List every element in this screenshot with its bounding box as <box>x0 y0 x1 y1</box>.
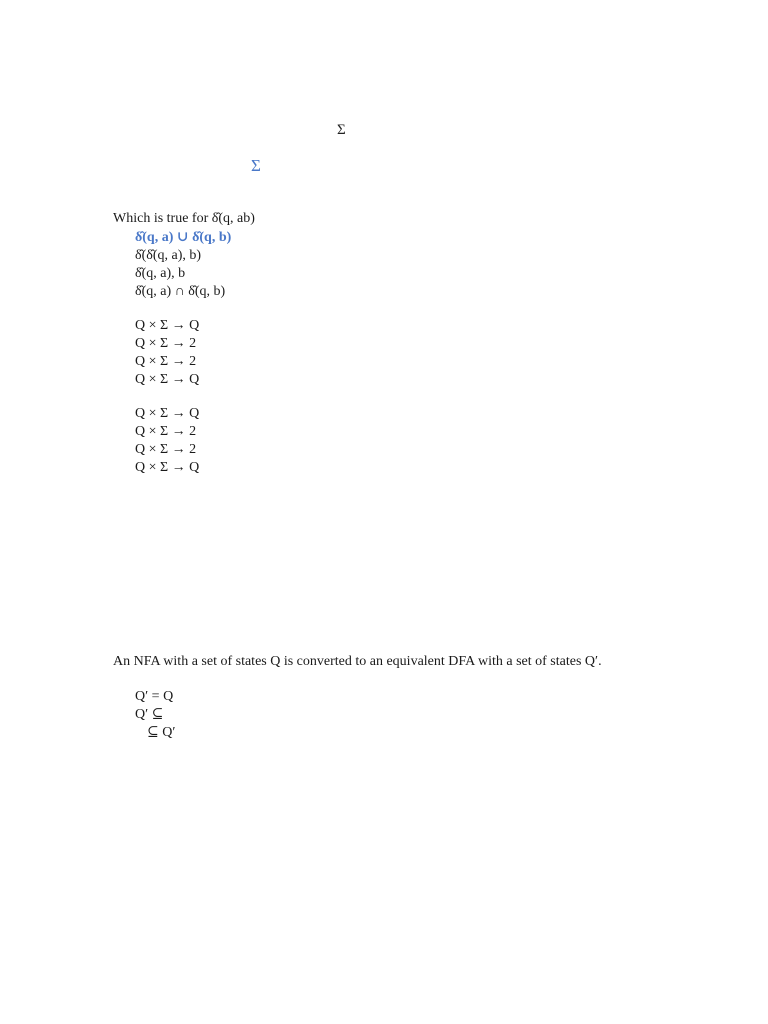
question-3-option[interactable]: Q × Σ → 2 <box>135 442 197 457</box>
question-3-option[interactable]: Q × Σ → Q <box>135 406 200 421</box>
question-3-option[interactable]: Q × Σ → 2 <box>135 424 197 439</box>
question-1-option[interactable]: δ̂(q, a) ∩ δ̂(q, b) <box>135 284 226 299</box>
question-1-option[interactable]: δ̂(q, a), b <box>135 266 186 281</box>
question-2-option[interactable]: Q × Σ → 2 <box>135 336 197 351</box>
question-1-options <box>135 229 231 301</box>
question-4-option[interactable]: Q′ = Q <box>135 689 174 704</box>
question-1-prompt: Which is true for δ̂(q, ab) <box>113 211 255 226</box>
question-2-option[interactable]: Q × Σ → Q <box>135 318 200 333</box>
question-4-option[interactable]: Q′ ⊆ <box>135 707 164 722</box>
question-3-option[interactable]: Q × Σ → Q <box>135 460 200 475</box>
question-2-options <box>135 317 199 389</box>
question-1-option-correct[interactable]: δ̂(q, a) ∪ δ̂(q, b) <box>135 230 232 245</box>
question-4-options <box>135 688 175 742</box>
question-2-option[interactable]: Q × Σ → Q <box>135 372 200 387</box>
question-3-options <box>135 405 199 477</box>
sigma-symbol: Σ <box>337 122 346 138</box>
question-4-option[interactable]: ⊆ Q′ <box>147 725 176 740</box>
sigma-symbol-highlighted: Σ <box>251 156 261 175</box>
question-2-option[interactable]: Q × Σ → 2 <box>135 354 197 369</box>
question-1-option[interactable]: δ̂(δ̂(q, a), b) <box>135 248 202 263</box>
question-4-prompt: An NFA with a set of states Q is converted to an equivalent DFA with a set of states Q′. <box>113 654 602 669</box>
